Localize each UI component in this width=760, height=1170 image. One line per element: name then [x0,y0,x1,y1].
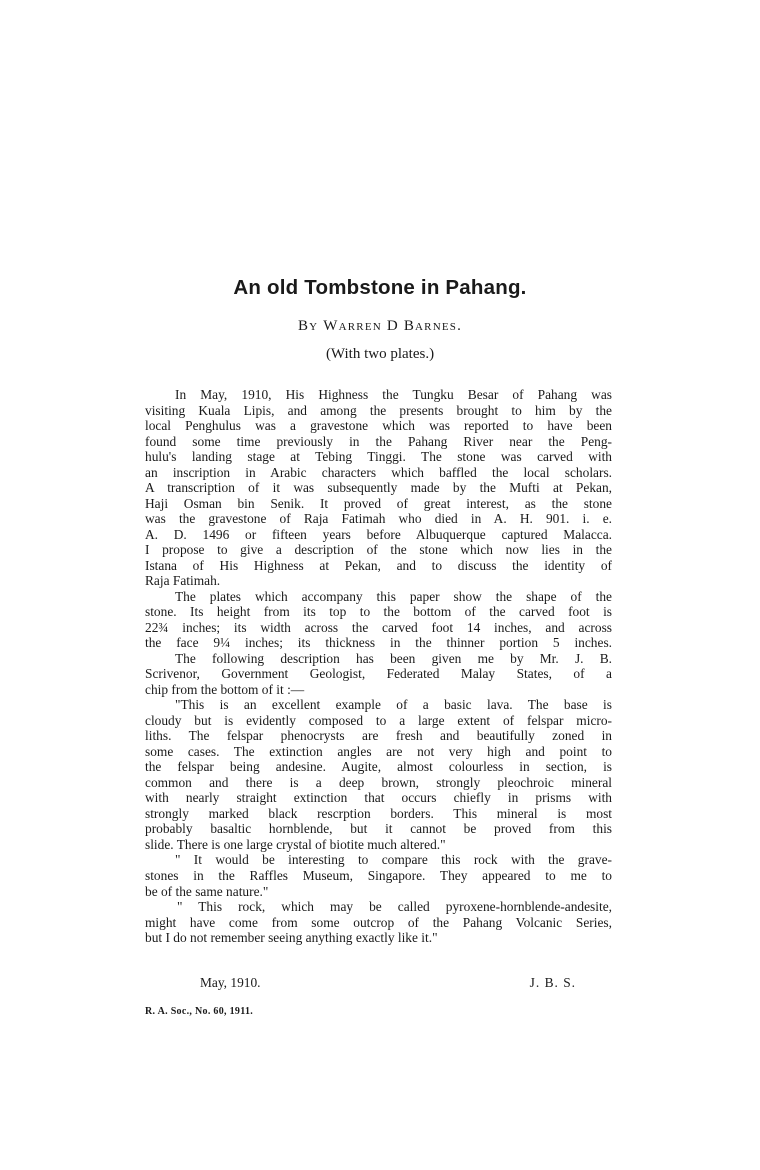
body-line: A transcription of it was subsequently made by the Mufti at Pekan, [145,480,612,496]
body-line: local Penghulus was a gravestone which was reported to have been [145,418,612,434]
body-line: " It would be interesting to compare this rock with the grave- [175,852,612,868]
body-line: some cases. The extinction angles are not very high and point to [145,743,612,759]
body-line: I propose to give a description of the stone which now lies in the [145,542,612,558]
article-title: An old Tombstone in Pahang. [233,276,527,299]
byline-prefix: By [297,318,319,334]
body-line: In May, 1910, His Highness the Tungku Besar of Pahang was [175,387,612,402]
body-line: was the gravestone of Raja Fatimah who died in A. H. 901. i. e. [145,511,612,527]
body-line: Haji Osman bin Senik. It proved of great interest, as the stone [145,495,612,511]
body-line: 22¾ inches; its width across the carved foot 14 inches, and across [145,619,612,635]
body-line: cloudy but is evidently composed to a large extent of felspar micro- [145,712,612,728]
body-line: the face 9¼ inches; its thickness in the thinner portion 5 inches. [145,635,612,651]
article-body [145,387,612,946]
body-line: visiting Kuala Lipis, and among the presents brought to him by the [145,402,612,418]
body-line: " This rock, which may be called pyroxene-hornblende-andesite, [177,899,612,915]
body-line: Raja Fatimah. [145,573,221,589]
body-line: stone. Its height from its top to the bottom of the carved foot is [145,604,612,620]
body-line: an inscription in Arabic characters which baffled the local scholars. [145,464,612,480]
signature-date: May, 1910. [200,975,261,990]
body-line: but I do not remember seeing anything exactly like it." [145,930,438,946]
body-line: with nearly straight extinction that occurs chiefly in prisms with [145,790,612,806]
body-line: common and there is a deep brown, strongly pleochroic mineral [145,774,612,790]
body-line: "This is an excellent example of a basic lava. The base is [175,697,612,713]
plates-note: (With two plates.) [325,346,435,362]
body-line: Istana of His Highness at Pekan, and to discuss the identity of [145,557,612,573]
body-line: slide. There is one large crystal of biotite much altered." [145,836,446,852]
body-line: hulu's landing stage at Tebing Tinggi. The stone was carved with [145,449,612,465]
body-line: found some time previously in the Pahang River near the Peng- [145,433,612,449]
signature-initials: J. B. S. [529,975,576,990]
body-line: A. D. 1496 or fifteen years before Albuquerque captured Malacca. [145,526,612,542]
body-line: the felspar being andesine. Augite, almost colourless in section, is [145,759,612,775]
body-line: stones in the Raffles Museum, Singapore. They appeared to me to [145,867,612,883]
body-line: The plates which accompany this paper show the shape of the [175,588,612,604]
body-line: strongly marked black rescrption borders. This mineral is most [145,805,612,821]
author-name: Warren D Barnes. [323,318,463,334]
body-line: liths. The felspar phenocrysts are fresh and beautifully zoned in [145,728,612,744]
body-line: chip from the bottom of it :— [145,681,305,697]
signature-line [145,975,612,991]
journal-footer: R. A. Soc., No. 60, 1911. [145,1006,254,1017]
body-line: might have come from some outcrop of the Pahang Volcanic Series, [145,914,612,930]
body-line: probably basaltic hornblende, but it cannot be proved from this [145,821,612,837]
body-line: The following description has been given me by Mr. J. B. [175,650,612,666]
body-line: Scrivenor, Government Geologist, Federated Malay States, of a [145,666,612,682]
body-line: be of the same nature." [145,883,269,899]
byline [0,318,760,335]
